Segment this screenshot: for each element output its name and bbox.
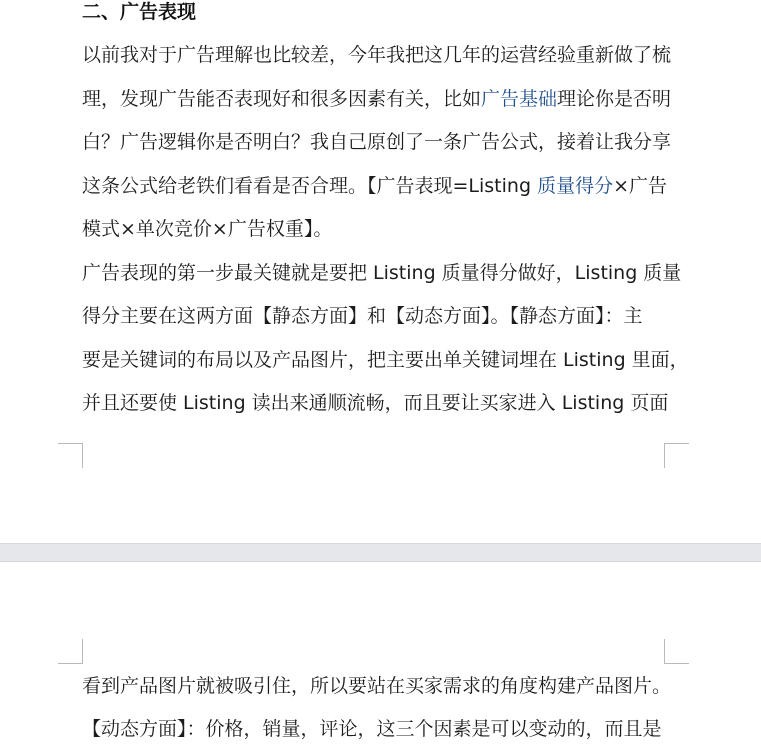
paragraph-line: 看到产品图片就被吸引住，所以要站在买家需求的角度构建产品图片。 <box>82 675 672 697</box>
link-ad-basics[interactable]: 广告基础 <box>481 88 558 110</box>
margin-corner-bottom-right <box>664 443 689 468</box>
document-page-2 <box>0 562 761 752</box>
paragraph-line: 广告表现的第一步最关键就是要把 Listing 质量得分做好，Listing 质量 <box>82 262 682 284</box>
paragraph-line <box>82 171 667 201</box>
paragraph-line: 并且还要使 Listing 读出来通顺流畅，而且要让买家进入 Listing 页面 <box>82 392 669 414</box>
link-quality-score[interactable]: 质量得分 <box>537 175 614 197</box>
paragraph-line: 模式×单次竞价×广告权重】。 <box>82 218 333 240</box>
paragraph-line <box>82 84 671 114</box>
margin-corner-top-left <box>58 639 83 664</box>
margin-corner-bottom-left <box>58 443 83 468</box>
text-run: 理论你是否明 <box>557 88 672 110</box>
paragraph-line: 【动态方面】：价格，销量，评论，这三个因素是可以变动的，而且是 <box>82 718 662 740</box>
section-heading: 二、广告表现 <box>82 1 197 23</box>
text-run: 理，发现广告能否表现好和很多因素有关，比如 <box>82 88 482 110</box>
margin-corner-top-right <box>664 639 689 664</box>
text-run: ×广告 <box>613 175 667 197</box>
text-run: 这条公式给老铁们看看是否合理。【广告表现=Listing <box>82 175 538 197</box>
page-separator <box>0 543 761 562</box>
paragraph-line: 白？广告逻辑你是否明白？我自己原创了一条广告公式，接着让我分享 <box>82 131 672 153</box>
paragraph-line: 得分主要在这两方面【静态方面】和【动态方面】。【静态方面】：主 <box>82 305 643 327</box>
paragraph-line: 要是关键词的布局以及产品图片，把主要出单关键词埋在 Listing 里面， <box>82 349 689 371</box>
paragraph-line: 以前我对于广告理解也比较差，今年我把这几年的运营经验重新做了梳 <box>82 44 672 66</box>
